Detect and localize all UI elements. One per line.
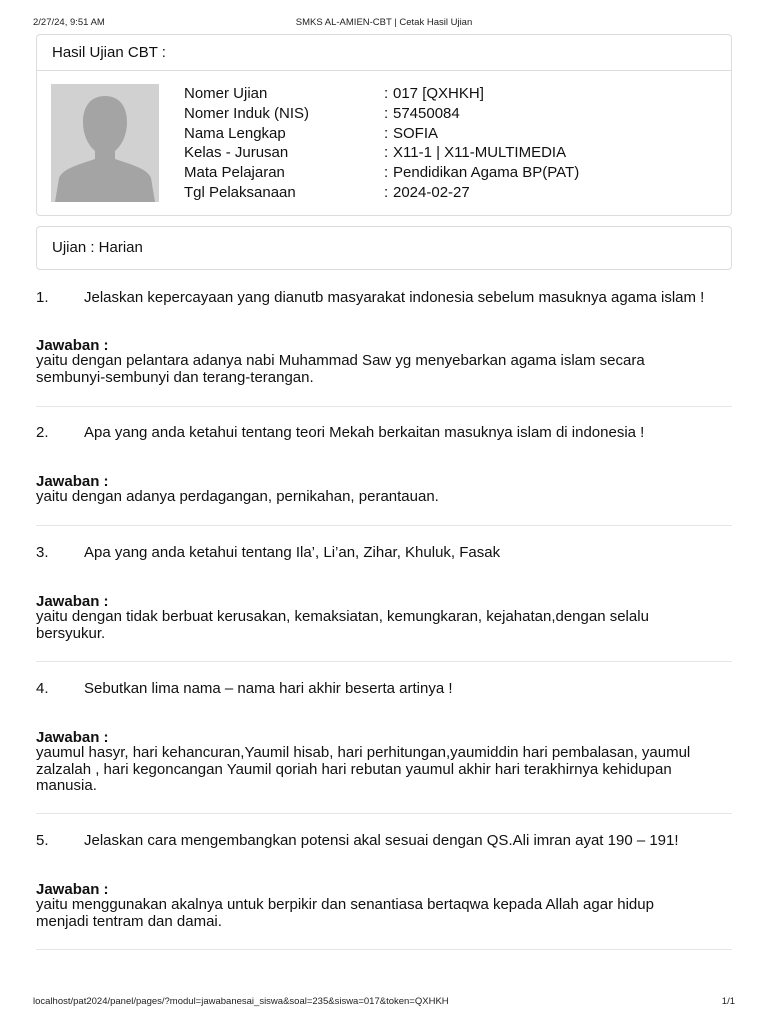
answer-label: Jawaban :	[36, 473, 109, 490]
info-separator: :	[384, 104, 389, 122]
print-page-title: SMKS AL-AMIEN-CBT | Cetak Hasil Ujian	[295, 17, 473, 28]
info-label: Mata Pelajaran	[184, 164, 285, 182]
answer-text	[36, 489, 732, 506]
answer-line: bersyukur.	[36, 624, 106, 642]
answer-line: yaitu menggunakan akalnya untuk berpikir dan senantiasa bertaqwa kepada Allah agar hidup	[36, 896, 654, 913]
divider	[36, 525, 732, 526]
info-label: Nomer Ujian	[184, 85, 268, 102]
answer-text	[36, 745, 732, 795]
answer-label: Jawaban :	[36, 729, 109, 746]
info-label: Nomer Induk (NIS)	[184, 104, 310, 122]
answer-line: yaumul hasyr, hari kehancuran,Yaumil hisab, hari perhitungan,yaumiddin hari pembalasan, yaumul	[36, 744, 691, 761]
info-value: 017 [QXHKH]	[393, 85, 484, 102]
info-value: 57450084	[393, 104, 460, 122]
answer-line: menjadi tentram dan damai.	[36, 912, 222, 930]
info-separator: :	[384, 144, 389, 162]
question-text: Sebutkan lima nama – nama hari akhir beserta artinya !	[84, 680, 453, 697]
answer-line: manusia.	[36, 777, 97, 794]
divider	[36, 406, 732, 407]
question-row	[36, 424, 732, 443]
divider	[36, 813, 732, 814]
answer-line: yaitu dengan pelantara adanya nabi Muhammad Saw yg menyebarkan agama islam secara	[36, 352, 645, 369]
answer-line: yaitu dengan tidak berbuat kerusakan, kemaksiatan, kemungkaran, kejahatan,dengan selalu	[36, 608, 649, 625]
print-footer	[33, 996, 735, 1008]
print-datetime: 2/27/24, 9:51 AM	[33, 17, 105, 28]
question-item	[36, 832, 732, 851]
exam-type-card: Ujian : Harian	[36, 226, 732, 270]
divider	[36, 949, 732, 950]
info-value: 2024-02-27	[393, 183, 470, 201]
print-url: localhost/pat2024/panel/pages/?modul=jawabanesai_siswa&soal=235&siswa=017&token=QXHKH	[33, 996, 449, 1007]
question-row	[36, 680, 732, 699]
question-number: 4.	[36, 680, 49, 697]
info-value: X11-1 | X11-MULTIMEDIA	[393, 144, 567, 162]
question-item	[36, 680, 732, 699]
question-item	[36, 289, 732, 308]
info-label: Nama Lengkap	[184, 124, 286, 142]
answer-text	[36, 609, 732, 642]
question-text: Apa yang anda ketahui tentang teori Mekah berkaitan masuknya islam di indonesia !	[84, 424, 645, 441]
answer-line: yaitu dengan adanya perdagangan, pernikahan, perantauan.	[36, 488, 439, 505]
divider	[36, 661, 732, 662]
info-label: Kelas - Jurusan	[184, 144, 289, 162]
info-label: Tgl Pelaksanaan	[184, 183, 296, 201]
answer-text	[36, 897, 732, 930]
question-text: Jelaskan kepercayaan yang dianutb masyarakat indonesia sebelum masuknya agama islam !	[84, 289, 705, 306]
user-silhouette-icon	[51, 84, 159, 202]
info-separator: :	[384, 183, 389, 201]
info-separator: :	[384, 85, 389, 102]
question-item	[36, 544, 732, 563]
question-number: 2.	[36, 424, 49, 441]
result-card-body	[37, 71, 731, 215]
question-text: Apa yang anda ketahui tentang Ila’, Li’an, Zihar, Khuluk, Fasak	[84, 544, 501, 561]
question-text: Jelaskan cara mengembangkan potensi akal sesuai dengan QS.Ali imran ayat 190 – 191!	[84, 832, 679, 849]
question-row	[36, 544, 732, 563]
question-number: 3.	[36, 544, 49, 561]
answer-label: Jawaban :	[36, 881, 109, 898]
answer-label: Jawaban :	[36, 337, 109, 354]
answer-text	[36, 353, 732, 386]
print-header	[33, 17, 735, 29]
result-card-title: Hasil Ujian CBT :	[37, 35, 731, 71]
question-number: 1.	[36, 289, 49, 306]
info-separator: :	[384, 124, 389, 142]
answer-label: Jawaban :	[36, 593, 109, 610]
info-separator: :	[384, 164, 389, 182]
info-value: SOFIA	[393, 124, 439, 142]
answer-line: sembunyi-sembunyi dan terang-terangan.	[36, 368, 314, 386]
info-value: Pendidikan Agama BP(PAT)	[393, 164, 580, 182]
question-row	[36, 832, 732, 851]
result-card	[36, 34, 732, 216]
print-page-number: 1/1	[721, 996, 735, 1007]
question-row	[36, 289, 732, 308]
question-number: 5.	[36, 832, 49, 849]
answer-line: zalzalah , hari kegoncangan Yaumil qoriah hari rebutan yaumul akhir hari terakhirnya kehidupan	[36, 760, 672, 778]
question-item	[36, 424, 732, 443]
